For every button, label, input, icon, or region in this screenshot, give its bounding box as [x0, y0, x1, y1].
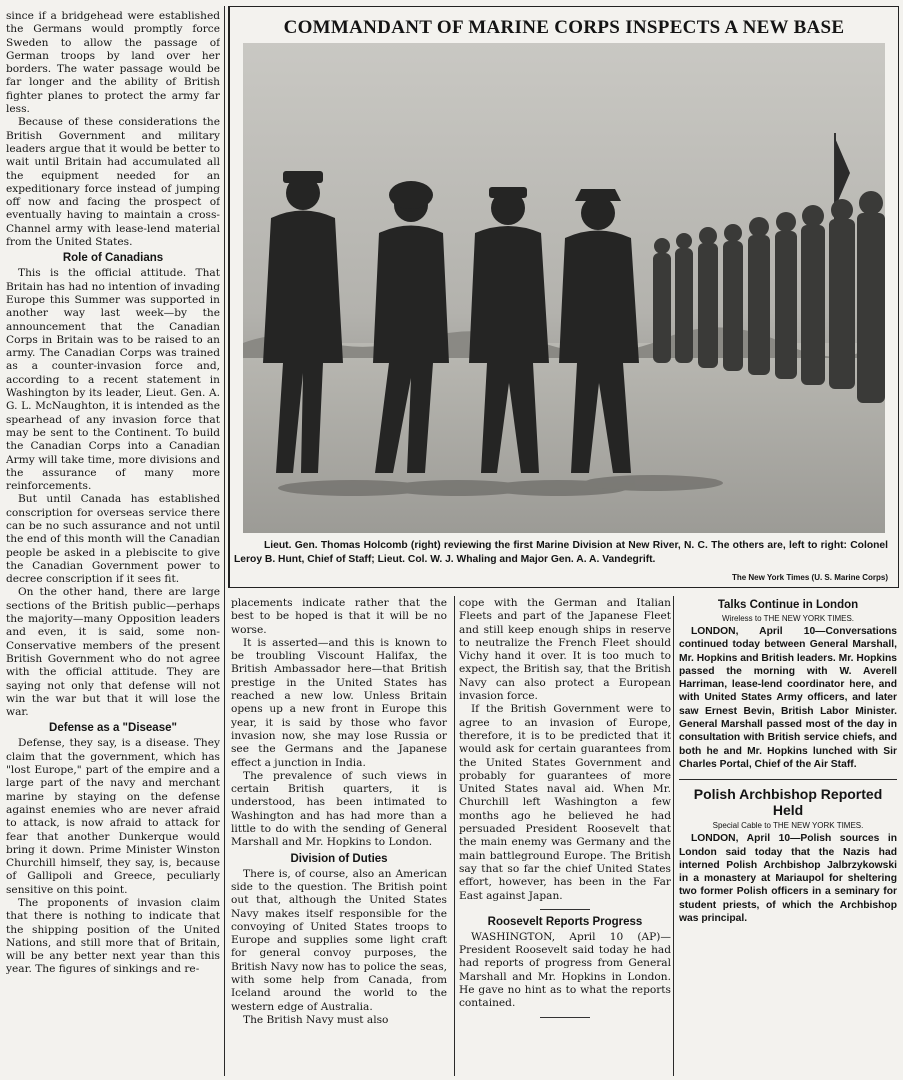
photo-credit: The New York Times (U. S. Marine Corps): [731, 573, 888, 582]
story-headline: Polish Archbishop Reported Held: [693, 786, 883, 819]
article-column-4: [679, 597, 897, 1078]
paragraph: Defense, they say, is a disease. They claim that the government, which has "lost Europe," part of the empire and a large part of the navy and merchant marine by staying on the defense against enemies who are never afraid to attack, is now afraid to attack for fear that another Dunkerque would bring it down. Prime Minister Winston Churchill himself, they say, is, because of Gallipoli and Greece, peculiarly sensitive on this point.: [6, 737, 220, 896]
subheading: Role of Canadians: [62, 252, 164, 265]
story-byline: Special Cable to THE NEW YORK TIMES.: [712, 821, 864, 831]
subheading: Division of Duties: [290, 852, 388, 865]
column-rule: [454, 596, 455, 1076]
paragraph: This is the official attitude. That Britain has had no intention of invading Europe this Summer was supported in another way last week—by the announcement that the Canadian Corps in Britain was to be raised to an army. The Canadian Corps was trained as a counter-invasion force and, according to a recent statement in Washington by its leader, Lieut. Gen. A. G. L. McNaughton, it is intended as the spearhead of any invasion force that may be sent to the Continent. To build the Canadian Corps into a Canadian Army will take time, more divisions and the assurance of many more reinforcements.: [6, 267, 220, 493]
marine-review-photo: [243, 43, 885, 533]
subheading: Roosevelt Reports Progress: [487, 915, 643, 928]
paragraph: There is, of course, also an American side to the question. The British point out that, although the United States Navy makes itself responsible for the convoying of United States troops to Europe and supplies some light craft for general convoy purposes, the British Navy now has to police the seas, with some help from Canada, from Iceland around the world to the western edge of Australia.: [231, 867, 447, 1013]
story-byline: Wireless to THE NEW YORK TIMES.: [721, 614, 855, 623]
photo-headline: COMMANDANT OF MARINE CORPS INSPECTS A NEW BASE: [283, 17, 845, 38]
paragraph: The prevalence of such views in certain British quarters, it is understood, has been intimated to Washington and has had more than a little to do with the sending of General Marshall and Mr. Hopkins to London.: [231, 769, 447, 849]
paragraph: WASHINGTON, April 10 (AP)—President Roosevelt said today he had had reports of progress from General Marshall and Mr. Hopkins in London. He gave no hint as to what the reports contained.: [459, 930, 671, 1010]
paragraph: It is asserted—and this is known to be troubling Viscount Halifax, the British Ambassador here—that British prestige in the United States has reached a new low. Unless Britain opens up a new front in Europe this year, it is said by those who favor invasion now, she may lose Russia or see the Germans and the Japanese effect a junction in India.: [231, 636, 447, 769]
subheading: Defense as a "Disease": [49, 722, 177, 735]
photo-story: [228, 6, 899, 588]
paragraph: But until Canada has established conscription for overseas service there can be no such assurance and not until the end of this month will the Canadian people be asked in a plebiscite to give the Canadian Government power to decree conscription if it sees fit.: [6, 493, 220, 586]
story-divider: [679, 779, 897, 780]
paragraph: LONDON, April 10—Conversations continued today between General Marshall, Mr. Hopkins and British leaders. Mr. Hopkins passed the morning with W. Averell Harriman, lease-lend coordinator here, and with United States Army officers, and later saw Ernest Bevin, British Labor Minister. General Marshall passed most of the day in consultation with British service chiefs, and both he and Mr. Hopkins lunched with Sir Charles Portal, Chief of the Air Staff.: [679, 626, 897, 770]
photo-caption: Lieut. Gen. Thomas Holcomb (right) reviewing the first Marine Division at New River, N. C. The others are, left to right: Colonel Leroy B. Hunt, Chief of Staff; Lieut. Col. W. J. Whaling and Major Gen. A. A. Vandegrift.: [234, 540, 888, 565]
divider: [540, 909, 590, 910]
paragraph: On the other hand, there are large sections of the British public—perhaps the majority—many Opposition leaders and even, it is said, some non-Conservative members of the present British Government who do not agree with the official attitude. They are saying not only that defense will not win the war but that it will lose the war.: [6, 586, 220, 719]
paragraph: The proponents of invasion claim that there is nothing to indicate that the shipping position of the United Nations, and still more that of Britain, will be any better next year than this year. The figures of sinkings and re-: [6, 897, 220, 976]
article-column-2: [231, 597, 447, 1078]
paragraph: If the British Government were to agree to an invasion of Europe, therefore, it is to be predicted that it would ask for certain guarantees from the United States Government and probably for guarantees of more United States naval aid. When Mr. Churchill left Washington a few months ago he believed he had persuaded President Roosevelt that the main enemy was Germany and the main battleground Europe. The British say that so far the chief United States effort, however, has been in the Far East against Japan.: [459, 703, 671, 902]
story-headline: Talks Continue in London: [717, 599, 859, 611]
column-rule: [224, 6, 225, 1076]
divider: [540, 1017, 590, 1018]
paragraph: since if a bridgehead were established the Germans would promptly force Sweden to allow the passage of German troops by land over her borders. The water passage would be far longer and the ability of British fighter planes to protect the army far less.: [6, 10, 220, 116]
paragraph: placements indicate rather that the best to be hoped is that it will be no worse.: [231, 597, 447, 636]
column-rule: [673, 596, 674, 1076]
paragraph: LONDON, April 10—Polish sources in London said today that the Nazis had interned Polish Archbishop Jalbrzykowski in a monastery at Mariaupol for sheltering two former Polish officers in a seminary for student priests, of which the Archbishop was principal.: [679, 833, 897, 925]
article-column-3: [459, 597, 671, 1078]
paragraph: The British Navy must also: [243, 1013, 389, 1026]
article-column-1: [6, 10, 220, 1076]
photo-image: [243, 43, 885, 533]
paragraph: cope with the German and Italian Fleets and part of the Japanese Fleet and still keep enough ships in reserve to neutralize the French Fleet should Vichy hand it over. It is too much to expect, the British say, that the British Navy can also protect a European invasion force.: [459, 597, 671, 703]
paragraph: Because of these considerations the British Government and military leaders argue that it would be better to wait until Britain had accumulated all the equipment needed for an expeditionary force instead of jumping off now and facing the prospect of eventually having to maintain a cross-Channel army with lease-lend material from the United States.: [6, 116, 220, 249]
